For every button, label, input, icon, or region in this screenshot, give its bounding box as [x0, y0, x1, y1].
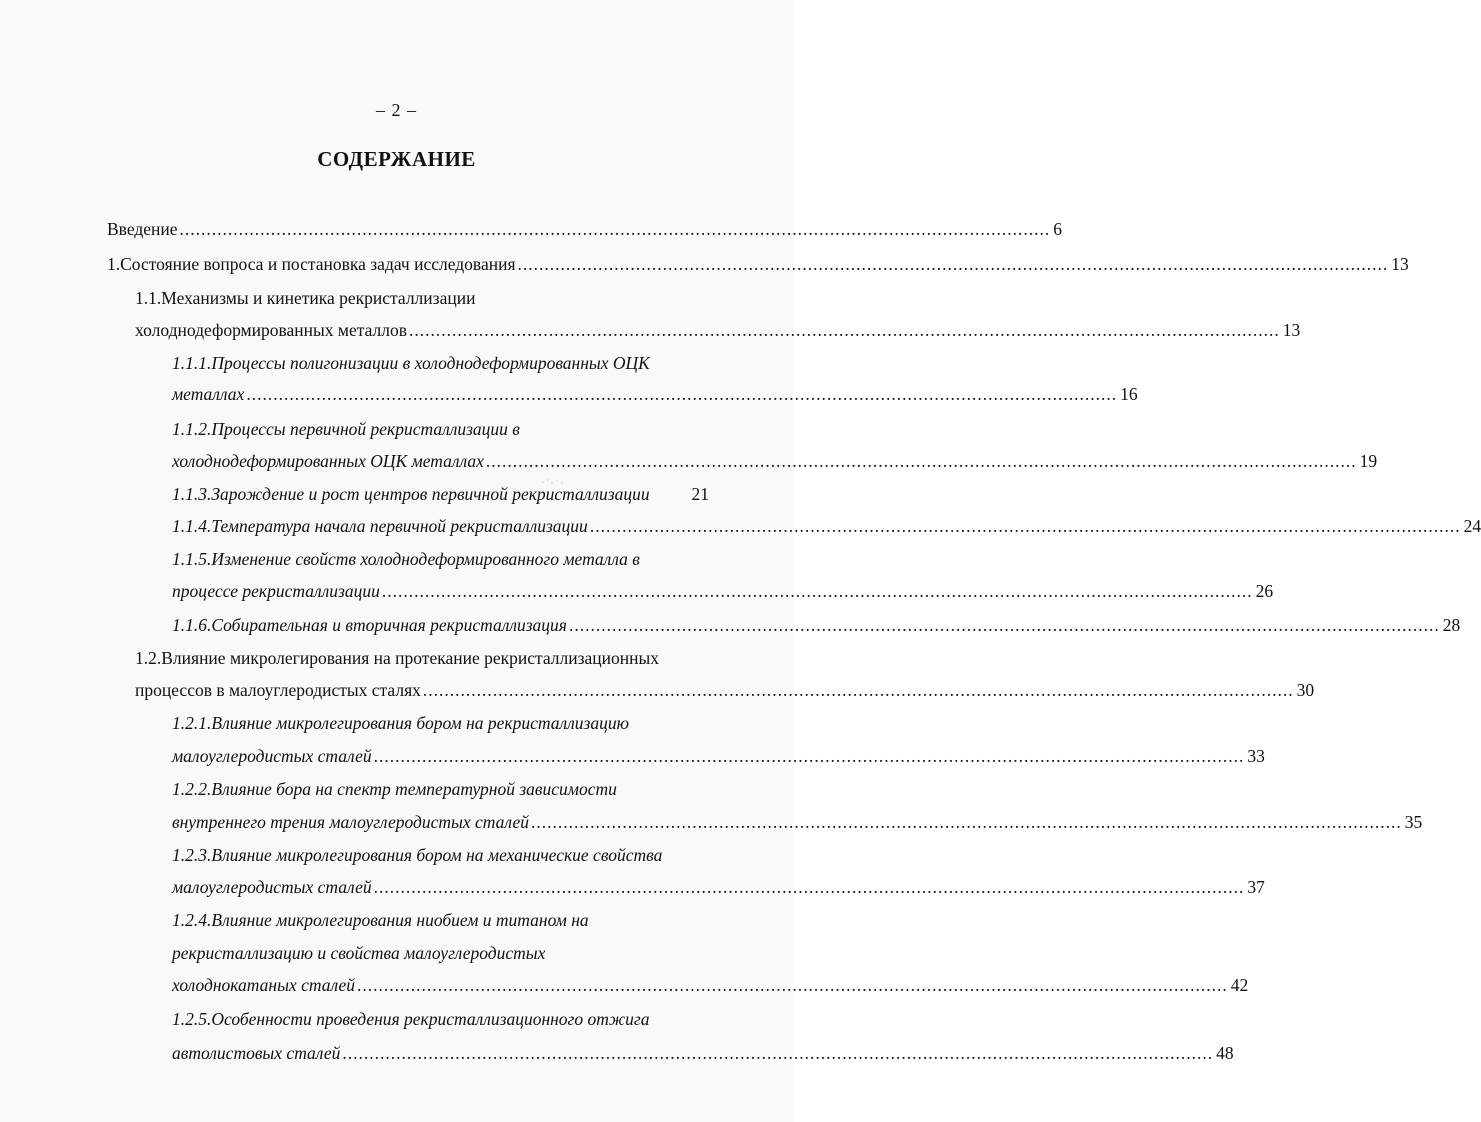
toc-entry[interactable]	[172, 416, 709, 442]
toc-entry-text: малоуглеродистых сталей	[172, 746, 372, 766]
toc-entry-text: 1.2.2.Влияние бора на спектр температурной зависимости	[172, 779, 617, 799]
toc-entry-text: холоднокатаных сталей	[172, 975, 356, 995]
toc-entry[interactable]	[172, 546, 709, 572]
toc-entry-page: 13	[1282, 320, 1301, 340]
toc-entry[interactable]	[172, 809, 1423, 835]
toc-entry-page: 30	[1296, 680, 1315, 700]
toc-entry-text: 1.1.3.Зарождение и рост центров первичной рекристаллизации	[172, 484, 650, 504]
toc-entry[interactable]	[172, 612, 1461, 638]
toc-leader-dots: ..................................................................................................................................................................	[381, 581, 1253, 601]
toc-entry-text: 1.1.Механизмы и кинетика рекристаллизации	[135, 288, 476, 308]
toc-leader-dots: ..................................................................................................................................................................	[589, 516, 1461, 536]
toc-entry-text: процессов в малоуглеродистых сталях	[135, 680, 421, 700]
toc-entry[interactable]	[172, 940, 709, 966]
toc-entry-page: 24	[1463, 516, 1481, 536]
toc-leader-dots: ..................................................................................................................................................................	[485, 451, 1357, 471]
toc-entry[interactable]	[172, 743, 1265, 769]
toc-entry-page: 33	[1247, 746, 1265, 766]
toc-entry-page: 35	[1404, 812, 1423, 832]
toc-leader-dots: ..................................................................................................................................................................	[409, 320, 1280, 340]
toc-entry-text: 1.1.4.Температура начала первичной рекристаллизации	[172, 516, 588, 536]
toc-entry-text: 1.2.1.Влияние микролегирования бором на рекристаллизацию	[172, 713, 629, 733]
toc-leader-dots: ..................................................................................................................................................................	[422, 680, 1294, 700]
toc-entry-text: металлах	[172, 384, 245, 404]
toc-entry[interactable]	[172, 776, 709, 802]
toc-leader-dots: ..................................................................................................................................................................	[357, 975, 1228, 995]
toc-entry-page: 13	[1391, 254, 1409, 274]
toc-entry[interactable]	[172, 710, 709, 736]
toc-entry-page: 16	[1120, 384, 1138, 404]
toc-entry-text: холоднодеформированных ОЦК металлах	[172, 451, 484, 471]
toc-entry-text: 1.2.4.Влияние микролегирования ниобием и титаном на	[172, 910, 589, 930]
toc-leader-dots: ..................................................................................................................................................................	[373, 746, 1245, 766]
toc-entry[interactable]	[172, 972, 1249, 998]
toc-entry-page: 37	[1247, 877, 1265, 897]
toc-entry-text: 1.2.3.Влияние микролегирования бором на механические свойства	[172, 845, 663, 865]
toc-entry[interactable]	[172, 842, 709, 868]
toc-entry-text: малоуглеродистых сталей	[172, 877, 372, 897]
toc-entry[interactable]	[172, 448, 1378, 474]
toc-entry-text: рекристаллизацию и свойства малоуглеродистых	[172, 943, 546, 963]
toc-entry-page: 26	[1255, 581, 1274, 601]
toc-leader-dots: ..................................................................................................................................................................	[517, 254, 1389, 274]
toc-entry[interactable]	[172, 381, 1138, 407]
toc-leader-dots: ..................................................................................................................................................................	[373, 877, 1245, 897]
toc-entry-text: 1.2.Влияние микролегирования на протекание рекристаллизационных	[135, 648, 660, 668]
toc-leader-dots: ..................................................................................................................................................................	[179, 219, 1051, 239]
toc-leader-dots: ..................................................................................................................................................................	[342, 1043, 1214, 1063]
toc-entry-text: 1.1.6.Собирательная и вторичная рекристаллизация	[172, 615, 567, 635]
toc-entry-text: Введение	[107, 219, 178, 239]
toc-entry-text: внутреннего трения малоуглеродистых сталей	[172, 812, 529, 832]
toc-entry-text: 1.1.5.Изменение свойств холоднодеформированного металла в	[172, 549, 640, 569]
toc-entry[interactable]	[172, 350, 709, 376]
toc-entry-text: 1.2.5.Особенности проведения рекристаллизационного отжига	[172, 1009, 650, 1029]
toc-entry-text: процессе рекристаллизации	[172, 581, 380, 601]
toc-entry[interactable]	[172, 1040, 1234, 1066]
toc-entry[interactable]	[172, 513, 1481, 539]
page-number: – 2 –	[376, 100, 417, 120]
toc-entry[interactable]	[107, 216, 1063, 242]
toc-entry[interactable]	[172, 874, 1265, 900]
toc-entry-page: 42	[1230, 975, 1249, 995]
toc-entry[interactable]	[172, 481, 709, 507]
toc-entry-page: 21	[691, 484, 709, 504]
toc-entry-page: 6	[1053, 219, 1063, 239]
toc-entry[interactable]	[135, 317, 1301, 343]
toc-entry[interactable]	[172, 907, 709, 933]
toc-entry[interactable]	[172, 1006, 709, 1032]
toc-entry[interactable]	[135, 285, 709, 311]
toc-leader-dots: ..................................................................................................................................................................	[568, 615, 1440, 635]
toc-entry[interactable]	[172, 578, 1274, 604]
toc-entry[interactable]	[107, 251, 1409, 277]
toc-entry-page: 28	[1442, 615, 1461, 635]
toc-entry-page: 48	[1216, 1043, 1234, 1063]
toc-entry-text: 1.1.1.Процессы полигонизации в холоднодеформированных ОЦК	[172, 353, 650, 373]
toc-entry-text: 1.Состояние вопроса и постановка задач исследования	[107, 254, 516, 274]
toc-entry-page: 19	[1359, 451, 1378, 471]
page-title: СОДЕРЖАНИЕ	[317, 147, 476, 171]
toc-entry-text: автолистовых сталей	[172, 1043, 341, 1063]
toc-leader-dots: ..................................................................................................................................................................	[246, 384, 1118, 404]
toc-entry-text: 1.1.2.Процессы первичной рекристаллизации в	[172, 419, 520, 439]
toc-entry[interactable]	[135, 645, 709, 671]
toc-entry-text: холоднодеформированных металлов	[135, 320, 408, 340]
toc-entry[interactable]	[135, 677, 1315, 703]
toc-leader-dots: ..................................................................................................................................................................	[530, 812, 1402, 832]
